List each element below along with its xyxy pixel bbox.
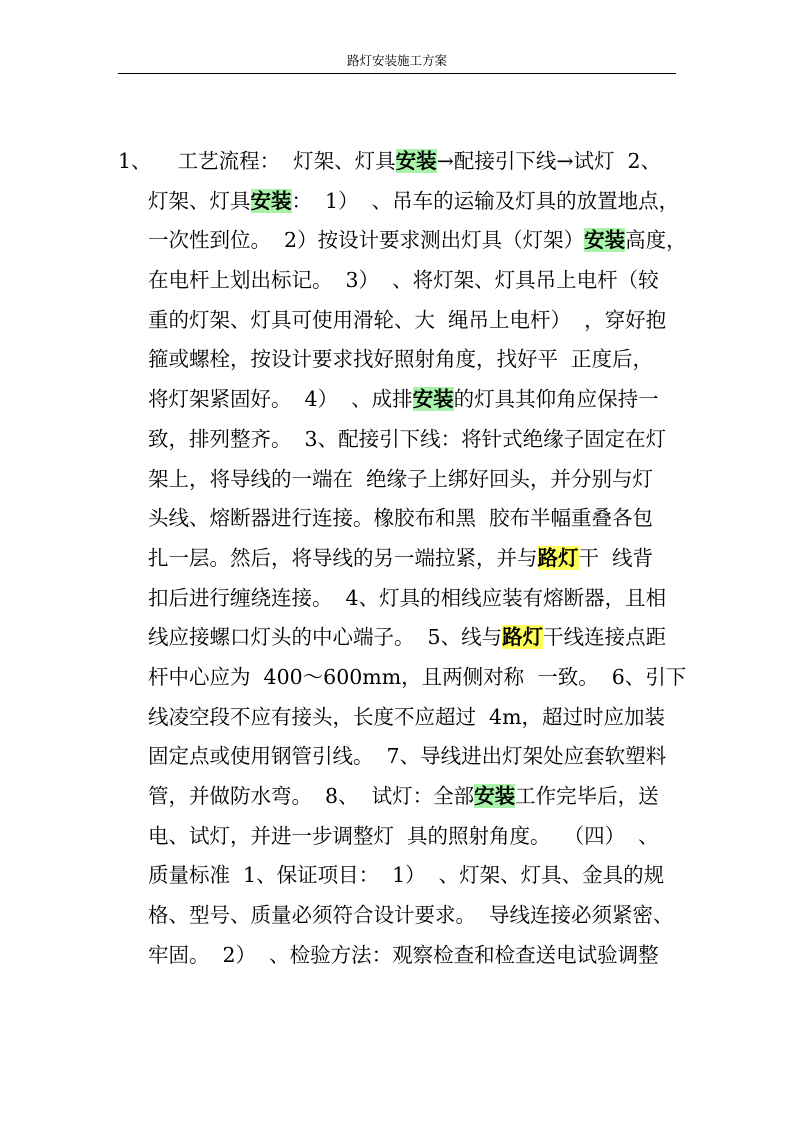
text-segment: 工作完毕后，送 xyxy=(515,784,659,808)
highlighted-keyword: 安装 xyxy=(584,228,626,253)
document-body xyxy=(118,142,687,975)
text-line xyxy=(118,698,678,738)
page-header-title: 路灯安装施工方案 xyxy=(346,53,447,68)
text-line xyxy=(118,896,678,936)
text-line xyxy=(118,936,678,976)
text-segment: →配接引下线→试灯 2、 xyxy=(436,149,662,173)
highlighted-keyword: 安装 xyxy=(412,387,454,412)
highlighted-keyword: 安装 xyxy=(395,149,437,173)
text-segment: 扣后进行缠绕连接。 4、灯具的相线应装有熔断器，且相 xyxy=(148,585,667,610)
text-segment: 将灯架紧固好。 4） 、成排 xyxy=(148,387,413,412)
text-segment: 的灯具其仰角应保持一 xyxy=(453,387,659,412)
text-segment: 头线、熔断器进行连接。橡胶布和黑 胶布半幅重叠各包 xyxy=(148,506,654,531)
highlighted-keyword: 安装 xyxy=(474,784,516,808)
text-segment: 一次性到位。 2）按设计要求测出灯具（灯架） xyxy=(148,228,585,253)
text-line xyxy=(118,142,678,182)
text-line xyxy=(118,618,678,658)
text-line xyxy=(118,340,678,380)
text-segment: 高度， xyxy=(625,228,687,253)
header-divider xyxy=(118,73,676,74)
text-line xyxy=(118,737,678,777)
text-line xyxy=(118,499,678,539)
highlighted-keyword: 路灯 xyxy=(537,545,579,570)
text-line xyxy=(118,817,678,857)
text-segment: 杆中心应为 400～600mm，且两侧对称 一致。 6、引下 xyxy=(148,664,687,689)
text-line xyxy=(118,380,678,420)
text-segment: ： 1） 、吊车的运输及灯具的放置地点， xyxy=(291,188,680,213)
text-segment: 干 线背 xyxy=(578,545,654,570)
text-segment: 质量标准 1、保证项目： 1） 、灯架、灯具、金具的规 xyxy=(148,863,665,888)
text-line xyxy=(118,460,678,500)
text-segment: 固定点或使用钢管引线。 7、导线进出灯架处应套软塑料 xyxy=(148,744,667,769)
text-segment: 箍或螺栓，按设计要求找好照射角度，找好平 正度后， xyxy=(148,347,654,372)
text-line xyxy=(118,777,678,817)
text-segment: 致，排列整齐。 3、配接引下线：将针式绝缘子固定在灯 xyxy=(148,426,667,451)
text-line xyxy=(118,261,678,301)
text-line xyxy=(118,579,678,619)
text-segment: 电、试灯，并进一步调整灯 具的照射角度。 （四） 、 xyxy=(148,823,659,848)
text-segment: 重的灯架、灯具可使用滑轮、大 绳吊上电杆） ，穿好抱 xyxy=(148,307,667,332)
text-segment: 线应接螺口灯头的中心端子。 5、线与 xyxy=(148,625,503,650)
text-segment: 扎一层。然后，将导线的另一端拉紧，并与 xyxy=(148,545,538,570)
text-line xyxy=(118,539,678,579)
text-line xyxy=(118,658,687,698)
text-line xyxy=(118,301,678,341)
text-line xyxy=(118,221,687,261)
text-segment: 1、 工艺流程： 灯架、灯具 xyxy=(118,149,396,173)
text-segment: 灯架、灯具 xyxy=(148,188,251,213)
highlighted-keyword: 安装 xyxy=(250,188,292,213)
text-segment: 牢固。 2） 、检验方法：观察检查和检查送电试验调整 xyxy=(148,942,659,967)
text-segment: 管，并做防水弯。 8、 试灯：全部 xyxy=(148,784,475,808)
text-segment: 干线连接点距 xyxy=(543,625,667,650)
highlighted-keyword: 路灯 xyxy=(502,625,544,650)
text-line xyxy=(118,420,678,460)
text-segment: 格、型号、质量必须符合设计要求。 导线连接必须紧密、 xyxy=(148,903,674,928)
text-segment: 架上，将导线的一端在 绝缘子上绑好回头，并分别与灯 xyxy=(148,466,654,491)
text-line xyxy=(118,856,678,896)
text-segment: 线凌空段不应有接头，长度不应超过 4m，超过时应加装 xyxy=(148,704,666,729)
text-line xyxy=(118,182,678,222)
text-segment: 在电杆上划出标记。 3） 、将灯架、灯具吊上电杆（较 xyxy=(148,268,659,293)
